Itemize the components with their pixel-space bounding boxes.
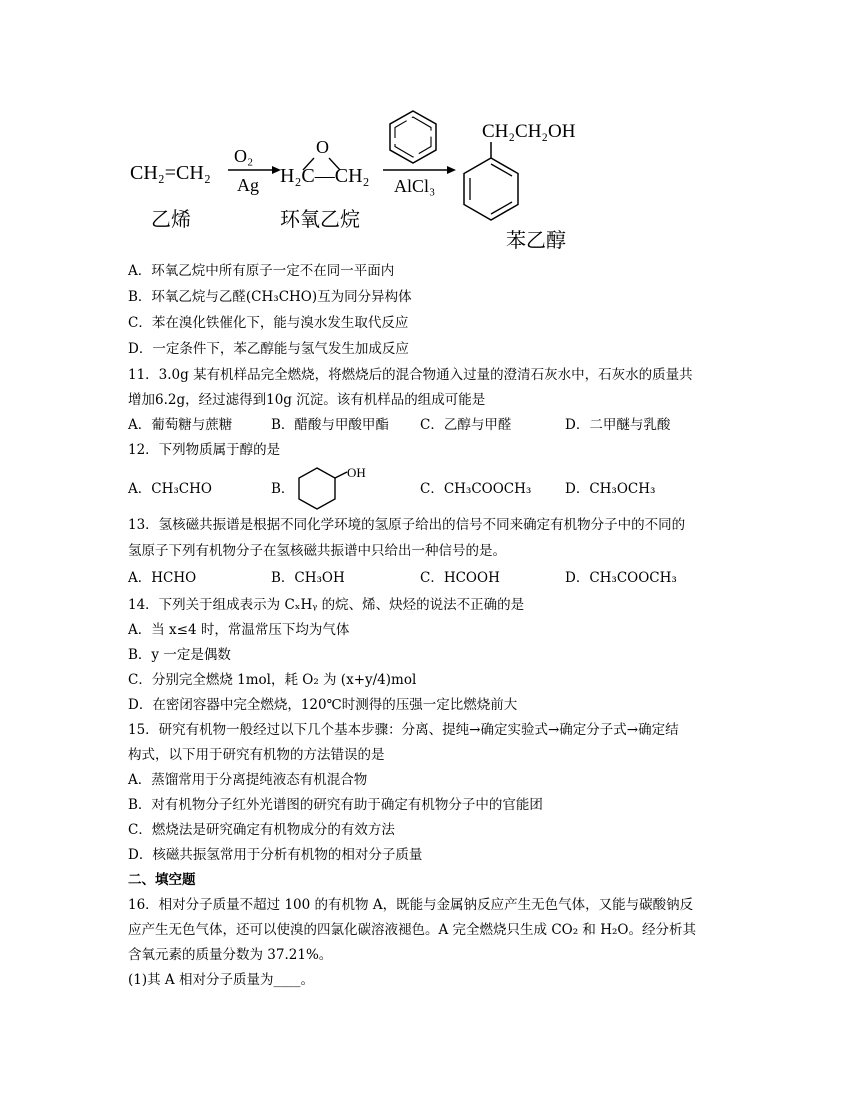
q11-option-c: C．乙醇与甲醛 [420,417,512,433]
q13-stem-line2: 氢原子下列有机物分子在氢核磁共振谱中只给出一种信号的是。 [128,543,506,559]
q16-stem-line3: 含氧元素的质量分数为 37.21%。 [128,947,333,963]
q12-option-c: C．CH₃COOCH₃ [420,481,532,497]
q15-option-d: D．核磁共振氢常用于分析有机物的相对分子质量 [128,847,423,863]
arrow-2-head [447,166,456,174]
q11-option-d: D．二甲醚与乳酸 [565,417,671,433]
q11-stem-line2: 增加6.2g，经过滤得到10g 沉淀。该有机样品的组成可能是 [128,392,486,408]
q15-option-a: A．蒸馏常用于分离提纯液态有机混合物 [128,772,368,788]
product-side-chain: CH₂CH₂OH [482,121,576,142]
q16-stem-line2: 应产生无色气体，还可以使溴的四氯化碳溶液褪色。A 完全燃烧只生成 CO₂ 和 H₂O。经分析其 [128,922,696,938]
q14-option-a: A．当 x≤4 时，常温常压下均为气体 [128,622,350,638]
q16-subquestion-1: (1)其 A 相对分子质量为____。 [128,972,314,988]
q10-option-c: C．苯在溴化铁催化下，能与溴水发生取代反应 [128,315,409,331]
q14-option-d: D．在密闭容器中完全燃烧，120℃时测得的压强一定比燃烧前大 [128,697,518,713]
q15-option-c: C．燃烧法是研究确定有机物成分的有效方法 [128,822,395,838]
label-product: 苯乙醇 [506,228,566,252]
label-epoxide: 环氧乙烷 [280,207,360,231]
q13-option-b: B．CH₃OH [271,570,345,586]
cyclohexanol-structure [293,463,383,513]
q12-option-d: D．CH₃OCH₃ [565,481,656,497]
benzene-reagent-inner [395,117,431,157]
hydroxyl-bond [335,472,347,478]
q14-option-c: C．分别完全燃烧 1mol，耗 O₂ 为 (x+y/4)mol [128,672,417,688]
q12-stem: 12．下列物质属于醇的是 [128,442,281,458]
reagent-top: O₂ [234,146,254,166]
product-double-bond-3 [491,202,512,214]
ethylene-formula: CH₂=CH₂ [130,162,211,184]
label-ethylene: 乙烯 [151,207,191,231]
q13-stem-line1: 13．氢核磁共振谱是根据不同化学环境的氢原子给出的信号不同来确定有机物分子中的不同的 [128,517,686,533]
hydroxyl-label: OH [347,465,366,480]
q10-option-d: D．一定条件下，苯乙醇能与氢气发生加成反应 [128,341,409,357]
q15-stem-line1: 15．研究有机物一般经过以下几个基本步骤：分离、提纯→确定实验式→确定分子式→确定结 [128,722,679,738]
epoxide-oxygen: O [316,137,329,157]
q11-stem-line1: 11．3.0g 某有机样品完全燃烧，将燃烧后的混合物通入过量的澄清石灰水中，石灰水的质量共 [128,367,693,383]
q14-stem: 14．下列关于组成表示为 CₓHᵧ 的烷、烯、炔烃的说法不正确的是 [128,597,525,613]
reagent-bottom: Ag [237,175,259,195]
q13-option-d: D．CH₃COOCH₃ [565,570,677,586]
q10-option-a: A．环氧乙烷中所有原子一定不在同一平面内 [128,263,395,279]
q14-option-b: B．y 一定是偶数 [128,647,231,663]
benzene-reagent-ring [390,111,436,163]
q11-option-a: A．葡萄糖与蔗糖 [128,417,233,433]
cyclohexane-ring [299,468,335,509]
q12-option-b: B． [271,481,295,497]
q16-stem-line1: 16．相对分子质量不超过 100 的有机物 A，既能与金属钠反应产生无色气体，又能与碳酸钠反 [128,897,694,913]
q15-option-b: B．对有机物分子红外光谱图的研究有助于确定有机物分子中的官能团 [128,797,543,813]
q15-stem-line2: 构式，以下用于研究有机物的方法错误的是 [128,747,385,763]
section-heading: 二、填空题 [128,872,196,888]
product-double-bond-2 [491,164,512,176]
q13-option-c: C．HCOOH [420,570,500,586]
epoxide-formula: H₂C—CH₂ [280,165,370,187]
q13-option-a: A．HCHO [128,570,197,586]
q11-option-b: B．醋酸与甲酸甲酯 [271,417,389,433]
reaction-scheme [0,0,860,260]
q12-option-a: A．CH₃CHO [128,481,212,497]
product-benzene-ring [464,158,518,220]
q10-option-b: B．环氧乙烷与乙醛(CH₃CHO)互为同分异构体 [128,289,412,305]
catalyst: AlCl₃ [394,176,436,196]
